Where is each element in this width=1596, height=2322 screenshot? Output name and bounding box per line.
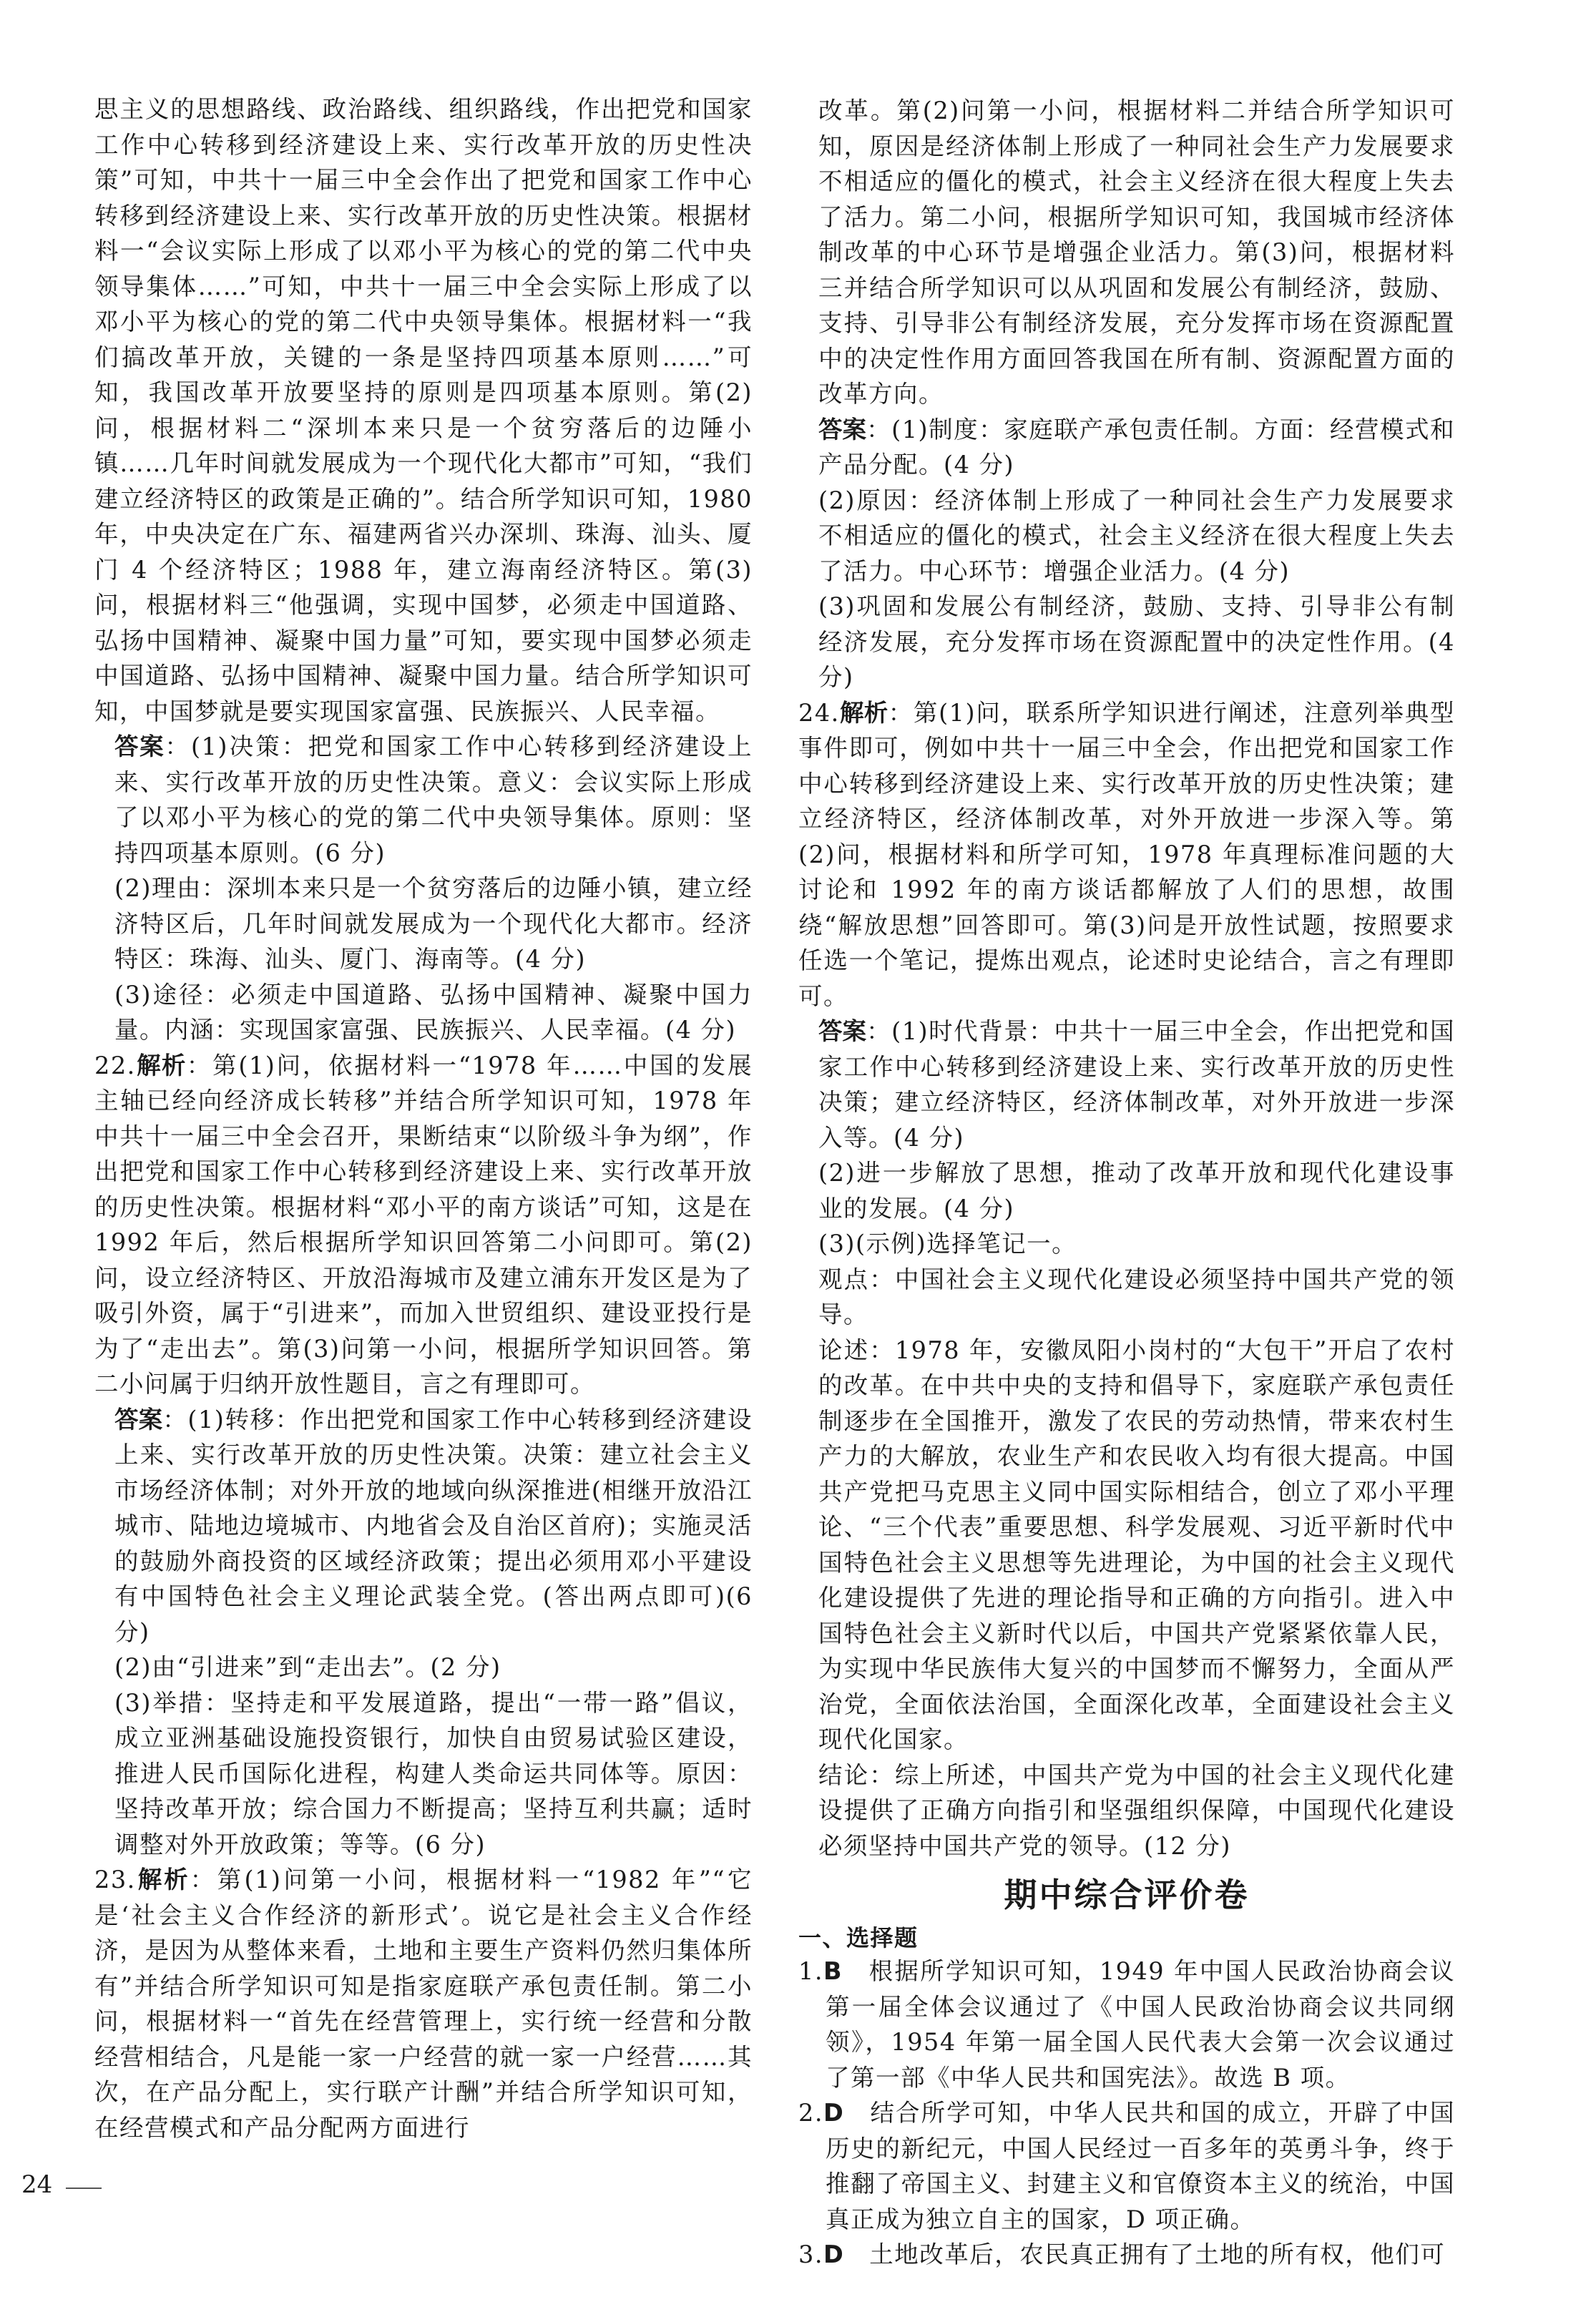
q24-answer-part3: (3)(示例)选择笔记一。: [818, 1230, 1077, 1258]
q24-answer: [798, 1014, 1455, 1863]
q23-answer: [798, 412, 1455, 695]
q21-analysis-continued: 思主义的思想路线、政治路线、组织路线，作出把党和国家工作中心转移到经济建设上来、实行改革开放的历史性决策”可知，中共十一届三中全会作出了把党和国家工作中心转移到经济建设上来、实行改革开放的历史性决策。根据材料一“会议实际上形成了以邓小平为核心的党的第二代中央领导集体……”可知，中共十一届三中全会实际上形成了以邓小平为核心的党的第二代中央领导集体。根据材料一“我们搞改革开放，关键的一条是坚持四项基本原则……”可知，我国改革开放要坚持的原则是四项基本原则。第(2)问，根据材料二“深圳本来只是一个贫穷落后的边陲小镇……几年时间就发展成为一个现代化大都市”可知，“我们建立经济特区的政策是正确的”。结合所学知识可知，1980 年，中央决定在广东、福建两省兴办深圳、珠海、汕头、厦门 4 个经济特区；1988 年，建立海南经济特区。第(3)问，根据材料三“他强调，实现中国梦，必须走中国道路、弘扬中国精神、凝聚中国力量”可知，要实现中国梦必须走中国道路、弘扬中国精神、凝聚中国力量。结合所学知识可知，中国梦就是要实现国家富强、民族振兴、人民幸福。: [94, 95, 753, 725]
q21-answer-part1: 答案：(1)决策：把党和国家工作中心转移到经济建设上来、实行改革开放的历史性决策。意义：会议实际上形成了以邓小平为核心的党的第二代中央领导集体。原则：坚持四项基本原则。(6 分): [114, 733, 753, 867]
choice-item-1: 1.B 根据所学知识可知，1949 年中国人民政治协商会议第一届全体会议通过了《中国人民政治协商会议共同纲领》，1954 年第一届全国人民代表大会第一次会议通过了第一部《中华人民共和国宪法》。故选 B 项。: [798, 1957, 1456, 2092]
answer-label: 答案: [818, 1017, 867, 1045]
q24-analysis: 24.解析：第(1)问，联系所学知识进行阐述，注意列举典型事件即可，例如中共十一届三中全会，作出把党和国家工作中心转移到经济建设上来、实行改革开放的历史性决策；建立经济特区，经济体制改革，对外开放进一步深入等。第(2)问，根据材料和所学可知，1978 年真理标准问题的大讨论和 1992 年的南方谈话都解放了人们的思想，故围绕“解放思想”回答即可。第(3)问是开放性试题，按照要求任选一个笔记，提炼出观点，论述时史论结合，言之有理即可。: [798, 698, 1456, 1010]
q22-answer-part2: (2)由“引进来”到“走出去”。(2 分): [114, 1653, 501, 1681]
analysis-label: 解析: [839, 698, 888, 727]
q21-answer-part2: (2)理由：深圳本来只是一个贫穷落后的边陲小镇，建立经济特区后，几年时间就发展成为一个现代化大都市。经济特区：珠海、汕头、厦门、海南等。(4 分): [114, 874, 753, 973]
q23-analysis-continued: 改革。第(2)问第一小问，根据材料二并结合所学知识可知，原因是经济体制上形成了一种同社会生产力发展要求不相适应的僵化的模式，社会主义经济在很大程度上失去了活力。第二小问，根据所学知识可知，我国城市经济体制改革的中心环节是增强企业活力。第(3)问，根据材料三并结合所学知识可以从巩固和发展公有制经济，鼓励、支持、引导非公有制经济发展，充分发挥市场在资源配置中的决定性作用方面回答我国在所有制、资源配置方面的改革方向。: [818, 97, 1455, 408]
q22-answer: [94, 1402, 753, 1863]
left-column: [94, 92, 753, 2145]
q22-answer-part1: 答案：(1)转移：作出把党和国家工作中心转移到经济建设上来、实行改革开放的历史性决策。决策：建立社会主义市场经济体制；对外开放的地域向纵深推进(相继开放沿江城市、陆地边境城市、内地省会及自治区首府)；实施灵活的鼓励外商投资的区域经济政策；提出必须用邓小平建设有中国特色社会主义理论武装全党。(答出两点即可)(6 分): [114, 1405, 753, 1646]
choice-answer-letter: B: [823, 1957, 843, 1985]
q23-answer-part3: (3)巩固和发展公有制经济，鼓励、支持、引导非公有制经济发展，充分发挥市场在资源配置中的决定性作用。(4 分): [818, 592, 1455, 691]
q21-answer: [94, 729, 753, 1048]
page-number-rule: [66, 2188, 102, 2189]
q24-viewpoint: 观点：中国社会主义现代化建设必须坚持中国共产党的领导。: [818, 1265, 1455, 1328]
choice-answer-letter: D: [823, 2240, 845, 2268]
analysis-label: 解析: [135, 1866, 190, 1894]
q24-answer-part2: (2)进一步解放了思想，推动了改革开放和现代化建设事业的发展。(4 分): [818, 1159, 1455, 1223]
choice-item-3: 3.D 土地改革后，农民真正拥有了土地的所有权，他们可: [798, 2240, 1446, 2268]
analysis-label: 解析: [135, 1051, 187, 1079]
choice-item-2: 2.D 结合所学可知，中华人民共和国的成立，开辟了中国历史的新纪元，中国人民经过一百多年的英勇斗争，终于推翻了帝国主义、封建主义和官僚资本主义的统治，中国真正成为独立自主的国家，D 项正确。: [798, 2099, 1456, 2233]
q24-conclusion: 结论：综上所述，中国共产党为中国的社会主义现代化建设提供了正确方向指引和坚强组织保障，中国现代化建设必须坚持中国共产党的领导。(12 分): [818, 1760, 1455, 1860]
q23-answer-part1: 答案：(1)制度：家庭联产承包责任制。方面：经营模式和产品分配。(4 分): [818, 415, 1456, 479]
right-column: [798, 93, 1455, 2273]
choice-answer-letter: D: [823, 2099, 845, 2127]
q22-analysis: 22.解析：第(1)问，依据材料一“1978 年……中国的发展主轴已经向经济成长转移”并结合所学知识可知，1978 年中共十一届三中全会召开，果断结束“以阶级斗争为纲”，作出把党和国家工作中心转移到经济建设上来、实行改革开放的历史性决策。根据材料“邓小平的南方谈话”可知，这是在 1992 年后，然后根据所学知识回答第二小问即可。第(2)问，设立经济特区、开放沿海城市及建立浦东开发区是为了吸引外资，属于“引进来”，而加入世贸组织、建设亚投行是为了“走出去”。第(3)问第一小问，根据所学知识回答。第二小问属于归纳开放性题目，言之有理即可。: [94, 1051, 753, 1398]
q23-analysis: 23.解析：第(1)问第一小问，根据材料一“1982 年”“它是‘社会主义合作经济的新形式’。说它是社会主义合作经济，是因为从整体来看，土地和主要生产资料仍然归集体所有”并结合所学知识可知是指家庭联产承包责任制。第二小问，根据材料一“首先在经营管理上，实行统一经营和分散经营相结合，凡是能一家一户经营的就一家一户经营……其次，在产品分配上，实行联产计酬”并结合所学知识可知，在经营模式和产品分配两方面进行: [94, 1866, 753, 2142]
q24-argument: 论述：1978 年，安徽凤阳小岗村的“大包干”开启了农村的改革。在中共中央的支持和倡导下，家庭联产承包责任制逐步在全国推开，激发了农民的劳动热情，带来农村生产力的大解放，农业生产和农民收入均有很大提高。中国共产党把马克思主义同中国实际相结合，创立了邓小平理论、“三个代表”重要思想、科学发展观、习近平新时代中国特色社会主义思想等先进理论，为中国的社会主义现代化建设提供了先进的理论指导和正确的方向指引。进入中国特色社会主义新时代以后，中国共产党紧紧依靠人民，为实现中华民族伟大复兴的中国梦而不懈努力，全面从严治党，全面依法治国，全面深化改革，全面建设社会主义现代化国家。: [818, 1336, 1455, 1753]
section-heading-choice: 一、选择题: [798, 1924, 919, 1951]
answer-label: 答案: [114, 733, 165, 760]
answer-label: 答案: [818, 415, 867, 444]
q23-answer-part2: (2)原因：经济体制上形成了一种同社会生产力发展要求不相适应的僵化的模式，社会主义经济在很大程度上失去了活力。中心环节：增强企业活力。(4 分): [818, 486, 1455, 585]
q24-answer-part1: 答案：(1)时代背景：中共十一届三中全会，作出把党和国家工作中心转移到经济建设上来、实行改革开放的历史性决策；建立经济特区，经济体制改革，对外开放进一步深入等。(4 分): [818, 1017, 1456, 1152]
q21-answer-part3: (3)途径：必须走中国道路、弘扬中国精神、凝聚中国力量。内涵：实现国家富强、民族振兴、人民幸福。(4 分): [114, 980, 753, 1044]
q22-answer-part3: (3)举措：坚持走和平发展道路，提出“一带一路”倡议，成立亚洲基础设施投资银行，加快自由贸易试验区建设，推进人民币国际化进程，构建人类命运共同体等。原因：坚持改革开放；综合国力不断提高；坚持互利共赢；适时调整对外开放政策；等等。(6 分): [114, 1688, 753, 1858]
answer-label: 答案: [114, 1405, 163, 1434]
section-title: 期中综合评价卷: [1004, 1876, 1250, 1914]
page-number: 24: [21, 2170, 53, 2199]
